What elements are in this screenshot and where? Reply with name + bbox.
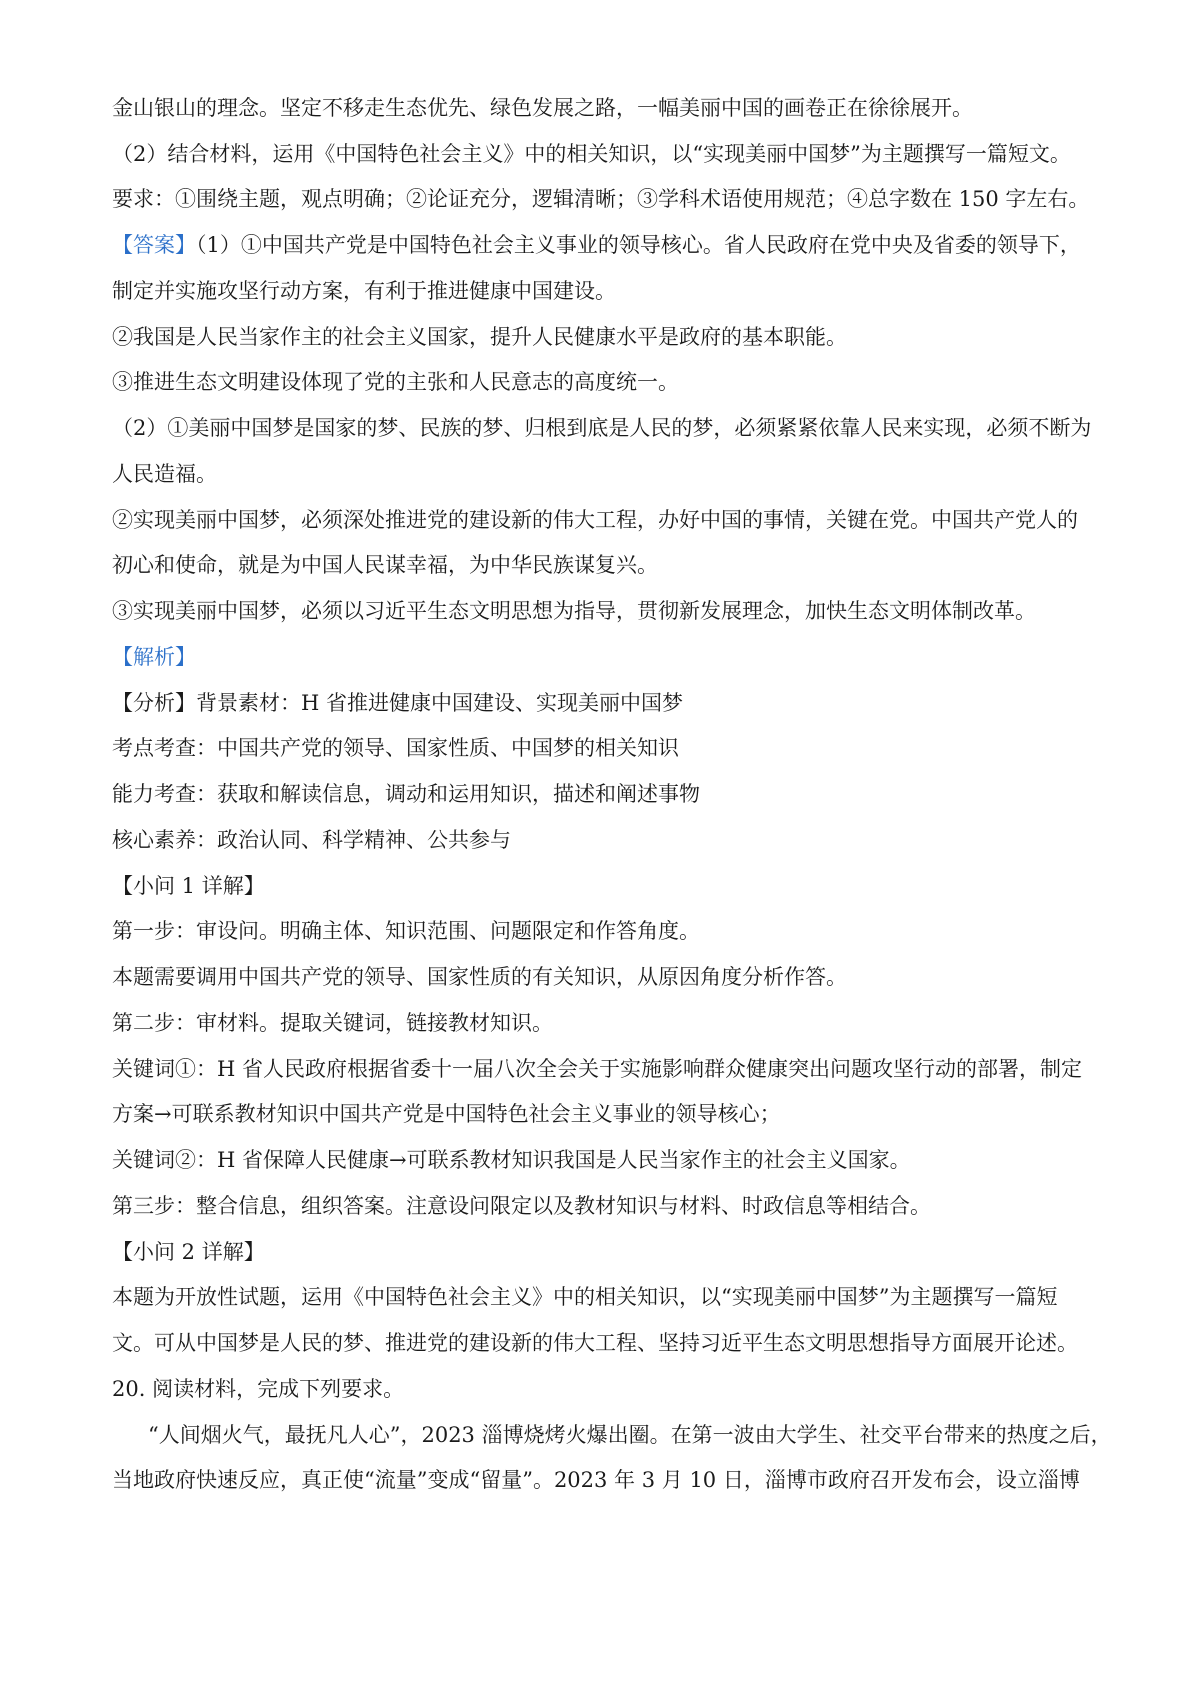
analysis-line: 核心素养：政治认同、科学精神、公共参与 <box>112 828 511 852</box>
detail-line: 第三步：整合信息，组织答案。注意设问限定以及教材知识与材料、时政信息等相结合。 <box>112 1194 931 1218</box>
analysis-line: 【分析】背景素材：H 省推进健康中国建设、实现美丽中国梦 <box>112 691 683 715</box>
answer-line-9: ③实现美丽中国梦，必须以习近平生态文明思想为指导，贯彻新发展理念，加快生态文明体制改革。 <box>112 599 1036 623</box>
answer-line-1 <box>112 230 1102 260</box>
analysis-heading: 【解析】 <box>112 645 196 669</box>
detail-line: 本题需要调用中国共产党的领导、国家性质的有关知识，从原因角度分析作答。 <box>112 965 847 989</box>
answer-tag: 【答案】 <box>112 233 196 257</box>
detail-line: 关键词②：H 省保障人民健康→可联系教材知识我国是人民当家作主的社会主义国家。 <box>112 1148 911 1172</box>
detail-line: 方案→可联系教材知识中国共产党是中国特色社会主义事业的领导核心； <box>112 1102 781 1126</box>
material-paragraph-line: “人间烟火气，最抚凡人心”，2023 淄博烧烤火爆出圈。在第一波由大学生、社交平台带来的热度之后， <box>148 1423 1112 1447</box>
question-2-requirements: 要求：①围绕主题，观点明确；②论证充分，逻辑清晰；③学科术语使用规范；④总字数在 150 字左右。 <box>112 187 1090 211</box>
answer-line-6: 人民造福。 <box>112 462 217 486</box>
sub-question-2-heading: 【小问 2 详解】 <box>112 1240 265 1264</box>
answer-line-8: 初心和使命，就是为中国人民谋幸福，为中华民族谋复兴。 <box>112 553 658 577</box>
answer-line-7: ②实现美丽中国梦，必须深处推进党的建设新的伟大工程，办好中国的事情，关键在党。中国共产党人的 <box>112 508 1078 532</box>
answer-line-4: ③推进生态文明建设体现了党的主张和人民意志的高度统一。 <box>112 370 679 394</box>
material-paragraph-line: 当地政府快速反应，真正使“流量”变成“留量”。2023 年 3 月 10 日，淄博市政府召开发布会，设立淄博 <box>112 1468 1080 1492</box>
material-line: 金山银山的理念。坚定不移走生态优先、绿色发展之路，一幅美丽中国的画卷正在徐徐展开。 <box>112 96 973 120</box>
detail-line: 本题为开放性试题，运用《中国特色社会主义》中的相关知识，以“实现美丽中国梦”为主题撰写一篇短 <box>112 1285 1058 1309</box>
answer-line-2: 制定并实施攻坚行动方案，有利于推进健康中国建设。 <box>112 279 616 303</box>
detail-line: 关键词①：H 省人民政府根据省委十一届八次全会关于实施影响群众健康突出问题攻坚行动的部署，制定 <box>112 1057 1082 1081</box>
answer-text: （1）①中国共产党是中国特色社会主义事业的领导核心。省人民政府在党中央及省委的领导下， <box>196 233 1081 257</box>
detail-line: 第一步：审设问。明确主体、知识范围、问题限定和作答角度。 <box>112 919 700 943</box>
question-2-prompt: （2）结合材料，运用《中国特色社会主义》中的相关知识，以“实现美丽中国梦”为主题撰写一篇短文。 <box>112 142 1071 166</box>
question-20-heading: 20. 阅读材料，完成下列要求。 <box>112 1377 405 1401</box>
sub-question-1-heading: 【小问 1 详解】 <box>112 874 265 898</box>
answer-line-5: （2）①美丽中国梦是国家的梦、民族的梦、归根到底是人民的梦，必须紧紧依靠人民来实现，必须不断为 <box>112 416 1092 440</box>
detail-line: 第二步：审材料。提取关键词，链接教材知识。 <box>112 1011 553 1035</box>
analysis-line: 能力考查：获取和解读信息，调动和运用知识，描述和阐述事物 <box>112 782 700 806</box>
answer-line-3: ②我国是人民当家作主的社会主义国家，提升人民健康水平是政府的基本职能。 <box>112 325 847 349</box>
analysis-line: 考点考查：中国共产党的领导、国家性质、中国梦的相关知识 <box>112 736 679 760</box>
detail-line: 文。可从中国梦是人民的梦、推进党的建设新的伟大工程、坚持习近平生态文明思想指导方面展开论述。 <box>112 1331 1078 1355</box>
